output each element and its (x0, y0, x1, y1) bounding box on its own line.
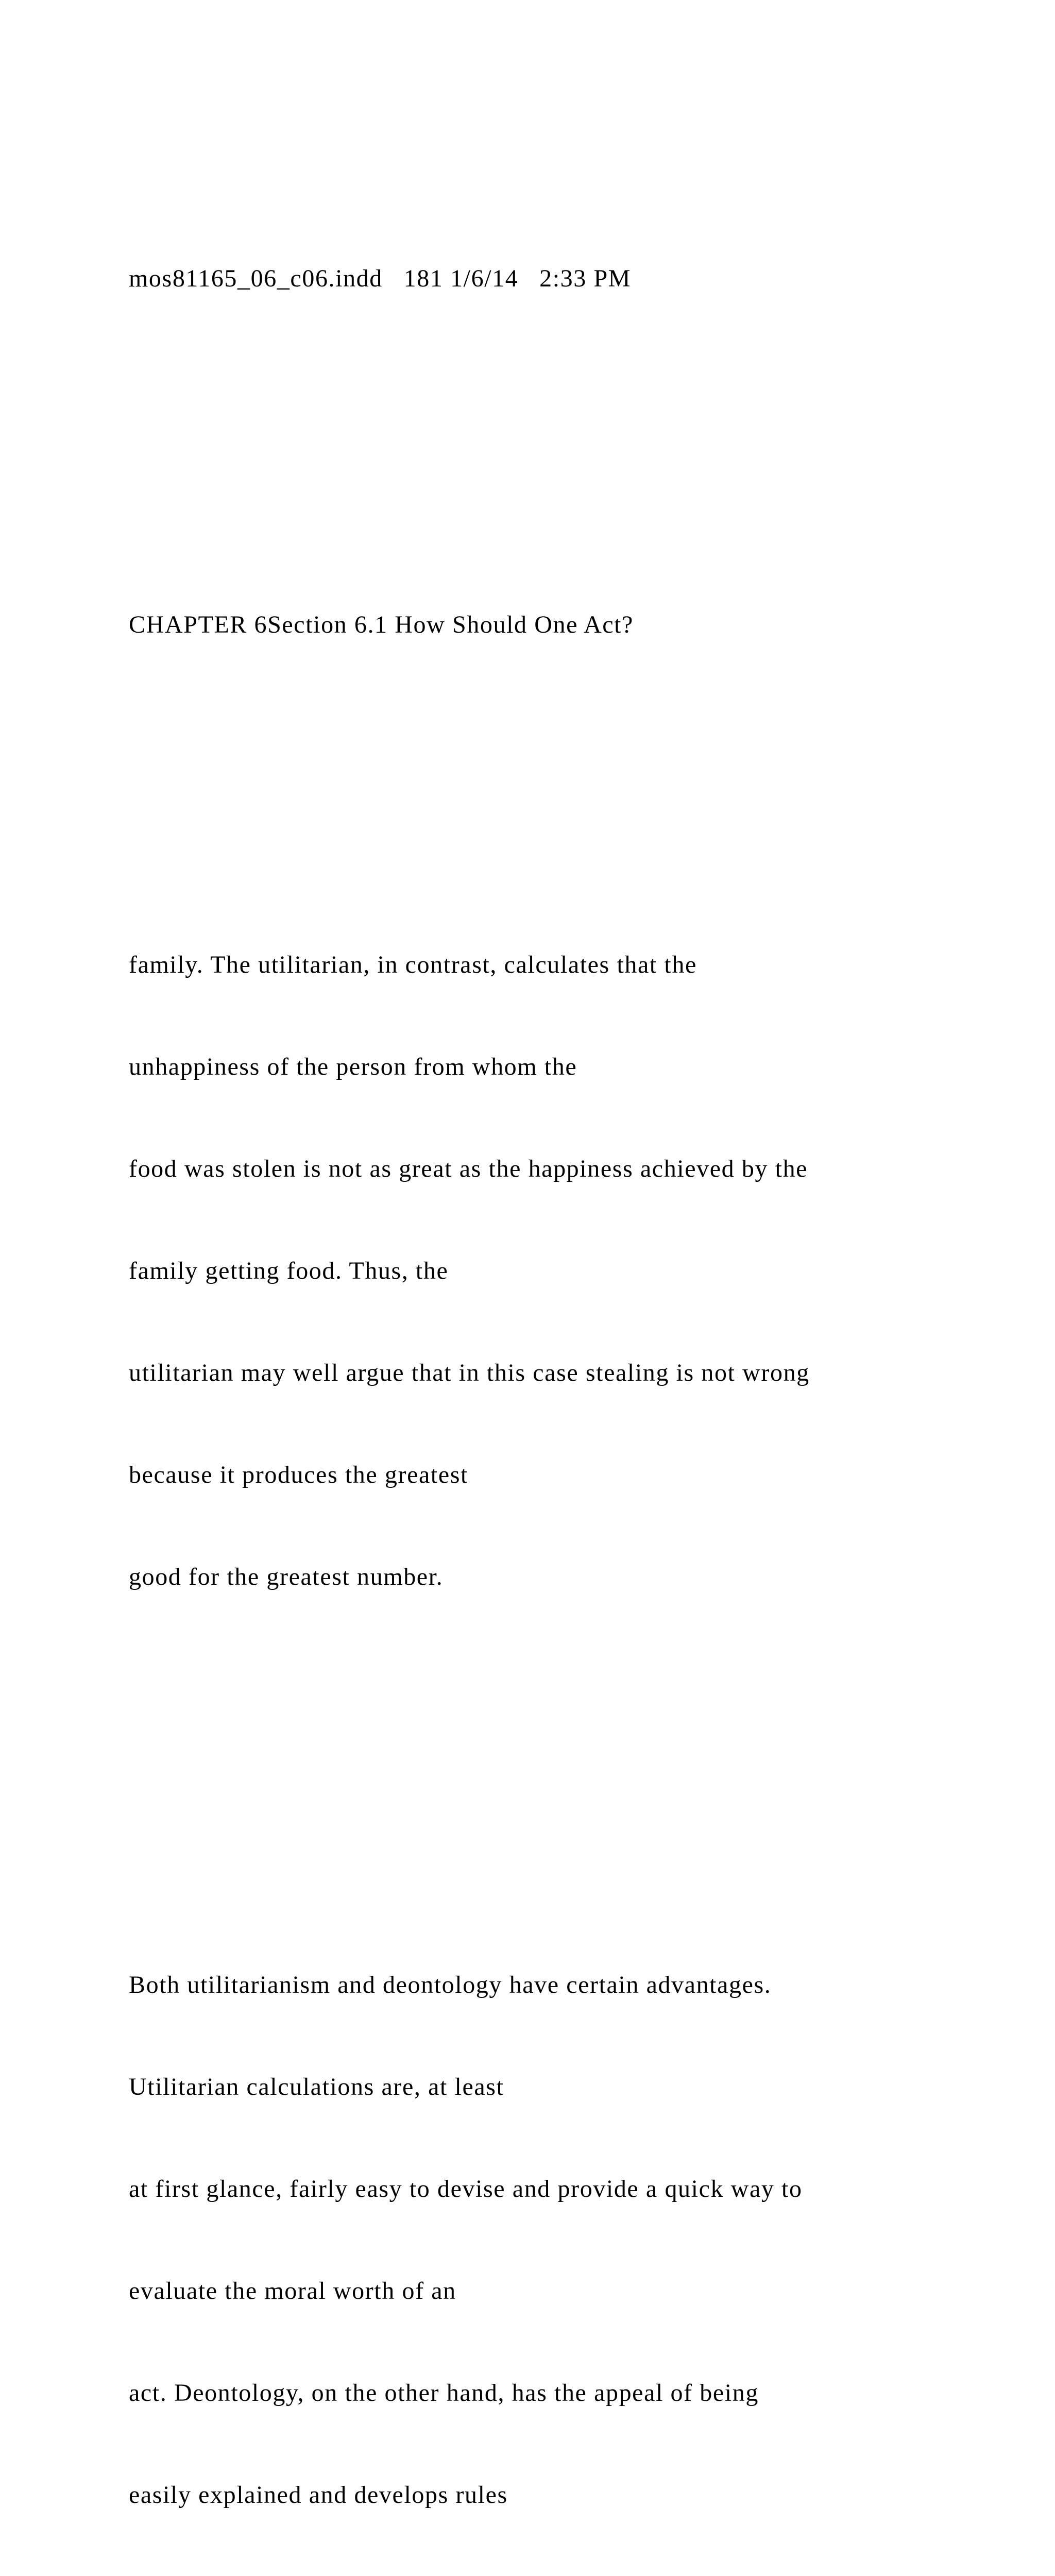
paragraph-line: easily explained and develops rules (129, 2481, 508, 2509)
document-body (129, 160, 953, 2576)
paragraph-line: family getting food. Thus, the (129, 1257, 449, 1284)
paragraph-line: Both utilitarianism and deontology have certain advantages. (129, 1971, 772, 1998)
paragraph-line: good for the greatest number. (129, 1563, 444, 1590)
paragraph-line: at first glance, fairly easy to devise and provide a quick way to (129, 2175, 803, 2202)
spacer (129, 744, 953, 778)
paragraph-line: utilitarian may well argue that in this case stealing is not wrong (129, 1359, 810, 1386)
chapter-heading: CHAPTER 6Section 6.1 How Should One Act? (129, 611, 634, 638)
spacer (129, 1764, 953, 1798)
paragraph-line: family. The utilitarian, in contrast, calculates that the (129, 951, 697, 978)
paragraph-line: food was stolen is not as great as the happiness achieved by the (129, 1155, 808, 1182)
paragraph-line: unhappiness of the person from whom the (129, 1053, 577, 1080)
file-stamp: mos81165_06_c06.indd 181 1/6/14 2:33 PM (129, 265, 632, 292)
paragraph-2 (129, 1900, 953, 2576)
paragraph-line: Utilitarian calculations are, at least (129, 2073, 504, 2100)
paragraph-line: act. Deontology, on the other hand, has the appeal of being (129, 2379, 759, 2406)
paragraph-line: evaluate the moral worth of an (129, 2277, 456, 2304)
paragraph-line: because it produces the greatest (129, 1461, 468, 1488)
paragraph-1 (129, 880, 953, 1662)
spacer (129, 398, 953, 506)
